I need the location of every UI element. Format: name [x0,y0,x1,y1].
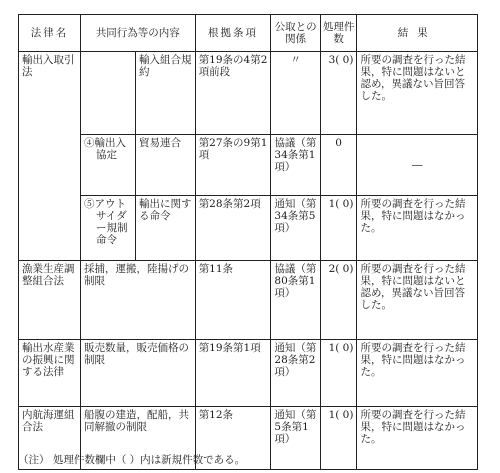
law-name-cell: 輸出水産業の振興に関する法律 [19,340,81,407]
ftc-relation-cell: 通知（第5条第1項） [271,407,320,470]
table-footnote: （注） 処理件数欄中（ ）内は新規件数である。 [18,454,246,466]
action-right-cell: 輸入組合規約 [136,52,196,135]
basis-cell: 第19条の4第2項前段 [195,52,271,135]
count-cell: 1( 0) [320,407,357,470]
header-ftc: 公取との関係 [271,15,320,52]
count-cell: 1( 0) [320,196,357,261]
result-cell: 所要の調査を行った結果，特に問題はなかった。 [357,196,478,261]
result-cell: 所要の調査を行った結果，特に問題はなかった。 [357,340,478,407]
table-row [19,52,478,135]
header-basis: 根拠条項 [195,15,271,52]
action-left-cell [80,52,135,135]
header-action: 共同行為等の内容 [80,15,195,52]
count-cell: 2( 0) [320,261,357,340]
count-cell: 0 [320,135,357,196]
ftc-relation-cell: 協議（第80条第1項） [271,261,320,340]
result-cell: 所要の調査を行った結果，特に問題はなかった。 [357,407,478,470]
law-name-cell: 内航海運組合法 [19,407,81,470]
basis-cell: 第19条第1項 [195,340,271,407]
action-cell: 採捕，運搬，陸揚げの制限 [80,261,195,340]
basis-cell: 第12条 [195,407,271,470]
action-left-cell [80,135,135,196]
action-cell: 販売数量，販売価格の制限 [80,340,195,407]
ftc-relation-cell: 〃 [271,52,320,135]
table-header-row [19,15,478,52]
action-right-cell: 貿易連合 [136,135,196,196]
result-cell: ― [357,135,478,196]
table-row [19,196,478,261]
action-cell: 船腹の建造，配船，共同解撤の制限 [80,407,195,470]
action-left-text: ④輸出入協定 [83,137,126,161]
result-cell: 所要の調査を行った結果，特に問題はないと認め，異議ない旨回答した。 [357,261,478,340]
result-cell: 所要の調査を行った結果，特に問題はないと認め，異議ない旨回答した。 [357,52,478,135]
ftc-relation-cell: 通知（第28条第2項） [271,340,320,407]
law-name-cell: 漁業生産調整組合法 [19,261,81,340]
action-right-cell: 輸出に関する命令 [136,196,196,261]
header-count: 処理件数 [320,15,357,52]
ftc-relation-cell: 通知（第34条第5項） [271,196,320,261]
count-cell: 3( 0) [320,52,357,135]
law-name-cell: 輸出入取引法 [19,52,81,261]
basis-cell: 第28条第2項 [195,196,271,261]
ftc-relation-cell: 協議（第34条第1項） [271,135,320,196]
header-law: 法律名 [19,15,81,52]
action-left-cell [80,196,135,261]
action-left-text: ⑤アウトサイダー規制命令 [83,198,128,246]
count-cell: 1( 0) [320,340,357,407]
table-row [19,340,478,407]
cooperative-actions-table [18,14,478,470]
table-row [19,261,478,340]
table-row [19,135,478,196]
basis-cell: 第27条の9第1項 [195,135,271,196]
basis-cell: 第11条 [195,261,271,340]
header-result: 結果 [357,15,478,52]
